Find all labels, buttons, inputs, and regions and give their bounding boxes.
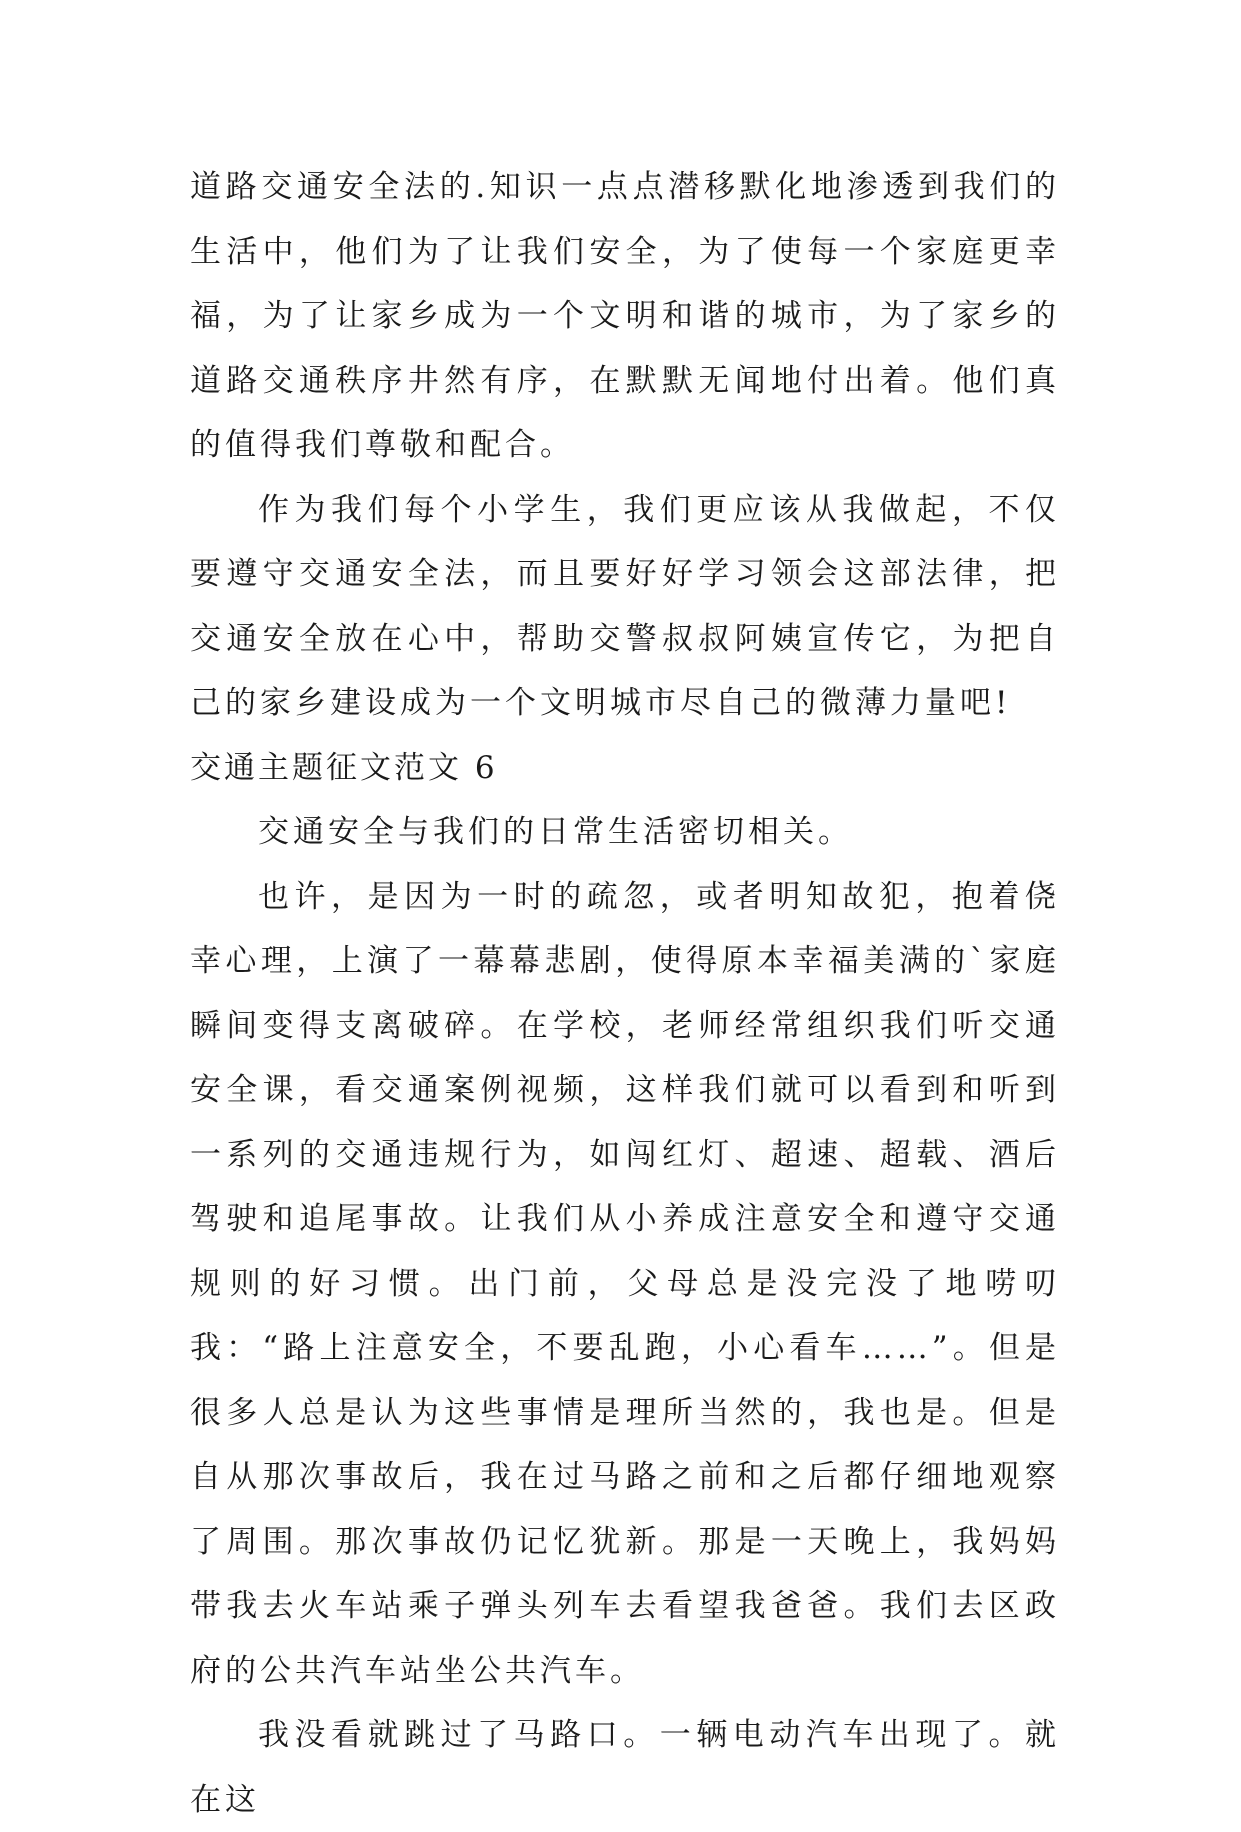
paragraph-5: 我没看就跳过了马路口。一辆电动汽车出现了。就在这	[190, 1717, 1060, 1818]
document-page	[190, 155, 1060, 1832]
section-heading: 交通主题征文范文 6	[190, 749, 498, 786]
paragraph-3: 交通安全与我们的日常生活密切相关。	[258, 814, 853, 850]
paragraph-1: 道路交通安全法的.知识一点点潜移默化地渗透到我们的生活中，他们为了让我们安全，为了使每一个家庭更幸福，为了让家乡成为一个文明和谐的城市，为了家乡的道路交通秩序井然有序，在默默无闻地付出着。他们真的值得我们尊敬和配合。	[190, 169, 1060, 463]
paragraph-2: 作为我们每个小学生，我们更应该从我做起，不仅要遵守交通安全法，而且要好好学习领会这部法律，把交通安全放在心中，帮助交警叔叔阿姨宣传它，为把自己的家乡建设成为一个文明城市尽自己的微薄力量吧!	[190, 491, 1060, 721]
paragraph-4: 也许，是因为一时的疏忽，或者明知故犯，抱着侥幸心理，上演了一幕幕悲剧，使得原本幸福美满的`家庭瞬间变得支离破碎。在学校，老师经常组织我们听交通安全课，看交通案例视频，这样我们就可以看到和听到一系列的交通违规行为，如闯红灯、超速、超载、酒后驾驶和追尾事故。让我们从小养成注意安全和遵守交通规则的好习惯。出门前，父母总是没完没了地唠叨我：“路上注意安全，不要乱跑，小心看车……”。但是很多人总是认为这些事情是理所当然的，我也是。但是自从那次事故后，我在过马路之前和之后都仔细地观察了周围。那次事故仍记忆犹新。那是一天晚上，我妈妈带我去火车站乘子弹头列车去看望我爸爸。我们去区政府的公共汽车站坐公共汽车。	[190, 878, 1060, 1689]
